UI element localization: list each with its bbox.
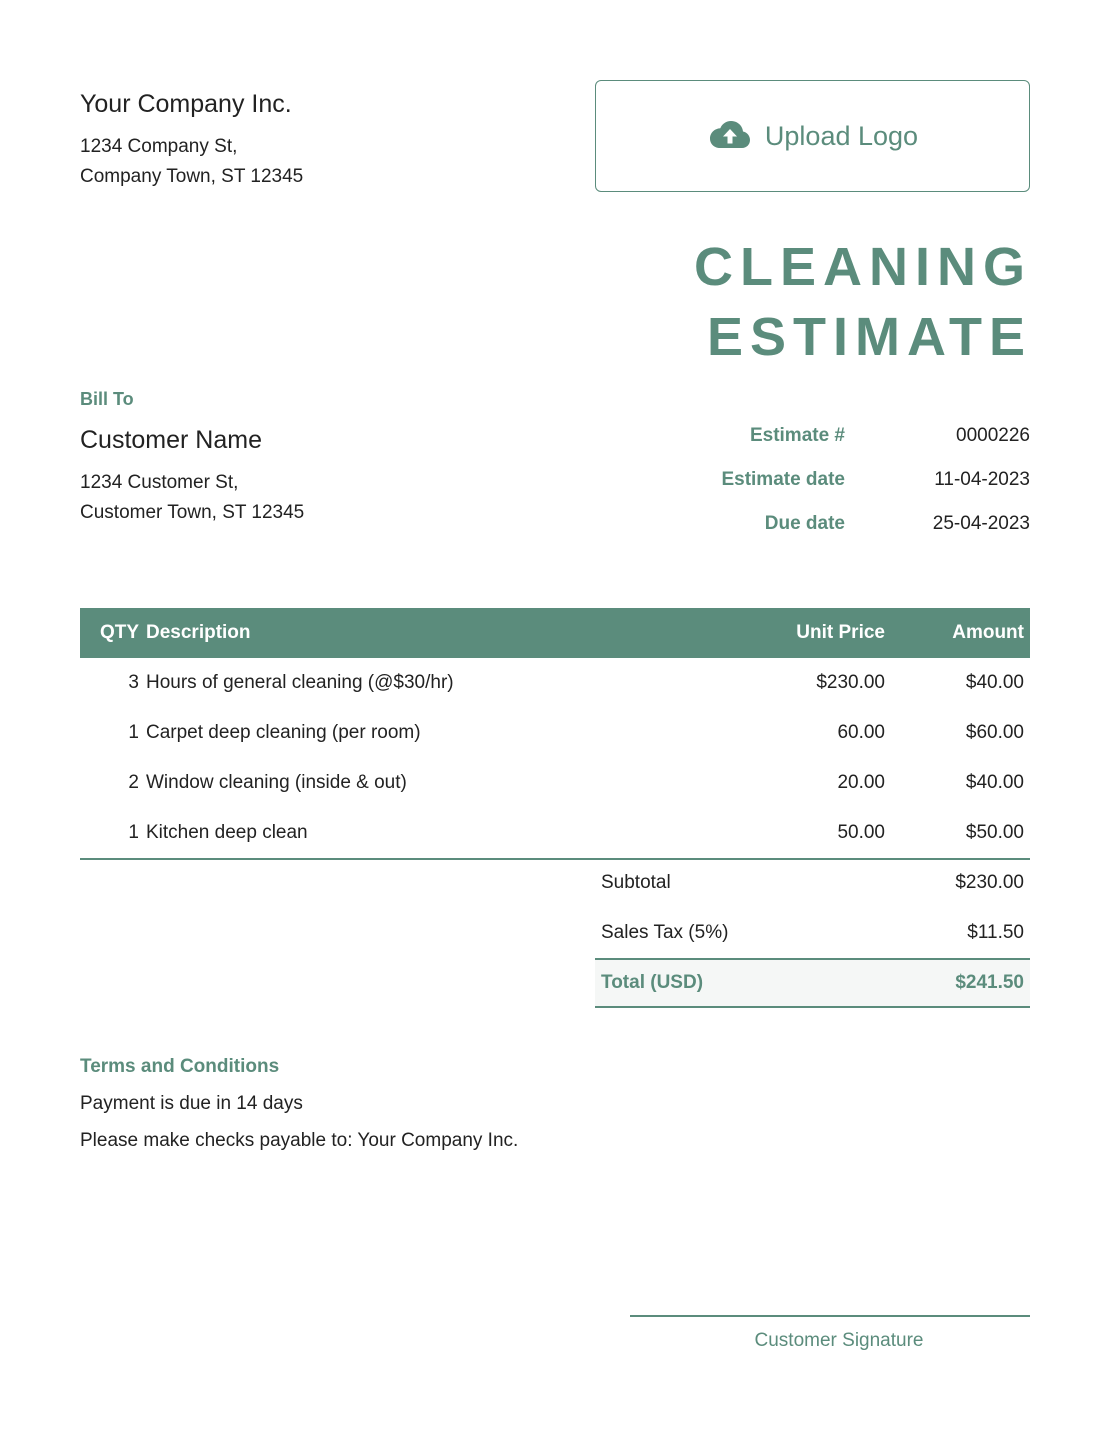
document-title [694, 232, 1032, 372]
company-address [80, 132, 303, 192]
cell-qty: 1 [128, 822, 139, 843]
meta-value: 0000226 [956, 425, 1030, 446]
meta-value: 11-04-2023 [934, 469, 1030, 490]
estimate-meta [600, 414, 1030, 546]
meta-row-estimate-date [600, 458, 1030, 502]
customer-address-line1: 1234 Customer St, [80, 472, 239, 493]
total-row [595, 958, 1030, 1008]
subtotal-row [595, 858, 1030, 908]
cell-unit-price: $230.00 [816, 672, 885, 693]
company-address-line1: 1234 Company St, [80, 136, 238, 157]
signature-label: Customer Signature [754, 1330, 924, 1351]
total-label: Total (USD) [601, 972, 704, 993]
table-row [80, 758, 1030, 808]
terms-line: Payment is due in 14 days [80, 1093, 303, 1114]
customer-name: Customer Name [80, 426, 262, 454]
total-value: $241.50 [955, 972, 1024, 993]
meta-label: Estimate date [721, 469, 845, 490]
meta-label: Due date [764, 513, 845, 534]
upload-logo-label: Upload Logo [764, 120, 919, 151]
cloud-upload-icon [707, 119, 751, 154]
cell-amount: $40.00 [965, 772, 1024, 793]
sales-tax-label: Sales Tax (5%) [601, 922, 729, 943]
cell-qty: 2 [128, 772, 139, 793]
signature-line [630, 1315, 1030, 1317]
table-row [80, 708, 1030, 758]
header-amount: Amount [952, 622, 1024, 643]
upload-logo-button[interactable] [595, 80, 1030, 192]
cell-description: Kitchen deep clean [146, 822, 308, 843]
sales-tax-row [595, 908, 1030, 958]
document-title-line2: ESTIMATE [707, 307, 1032, 367]
cell-unit-price: 20.00 [837, 772, 885, 793]
meta-value: 25-04-2023 [932, 513, 1030, 534]
bill-to-label: Bill To [80, 389, 134, 409]
cell-amount: $40.00 [965, 672, 1024, 693]
header-unit-price: Unit Price [796, 622, 885, 643]
customer-address [80, 468, 304, 528]
table-row [80, 808, 1030, 858]
cell-unit-price: 60.00 [837, 722, 885, 743]
customer-address-line2: Customer Town, ST 12345 [80, 502, 305, 523]
header-qty: QTY [99, 622, 139, 643]
sales-tax-value: $11.50 [967, 922, 1024, 943]
cell-amount: $50.00 [965, 822, 1024, 843]
cell-unit-price: 50.00 [837, 822, 885, 843]
cell-description: Window cleaning (inside & out) [146, 772, 407, 793]
line-items-table [80, 608, 1030, 860]
cell-qty: 1 [128, 722, 139, 743]
cell-amount: $60.00 [965, 722, 1024, 743]
meta-row-estimate-number [600, 414, 1030, 458]
meta-label: Estimate # [749, 425, 845, 446]
cell-qty: 3 [128, 672, 139, 693]
company-address-line2: Company Town, ST 12345 [80, 166, 304, 187]
subtotal-label: Subtotal [601, 872, 671, 893]
document-title-line1: CLEANING [694, 237, 1032, 297]
table-row [80, 658, 1030, 708]
terms-line: Please make checks payable to: Your Company Inc. [80, 1130, 519, 1151]
table-header [80, 608, 1030, 658]
header-description: Description [146, 622, 251, 643]
company-name: Your Company Inc. [80, 90, 292, 118]
terms-title: Terms and Conditions [80, 1056, 280, 1077]
subtotal-value: $230.00 [955, 872, 1024, 893]
meta-row-due-date [600, 502, 1030, 546]
cell-description: Hours of general cleaning (@$30/hr) [146, 672, 454, 693]
cell-description: Carpet deep cleaning (per room) [146, 722, 421, 743]
totals-block [595, 858, 1030, 1008]
